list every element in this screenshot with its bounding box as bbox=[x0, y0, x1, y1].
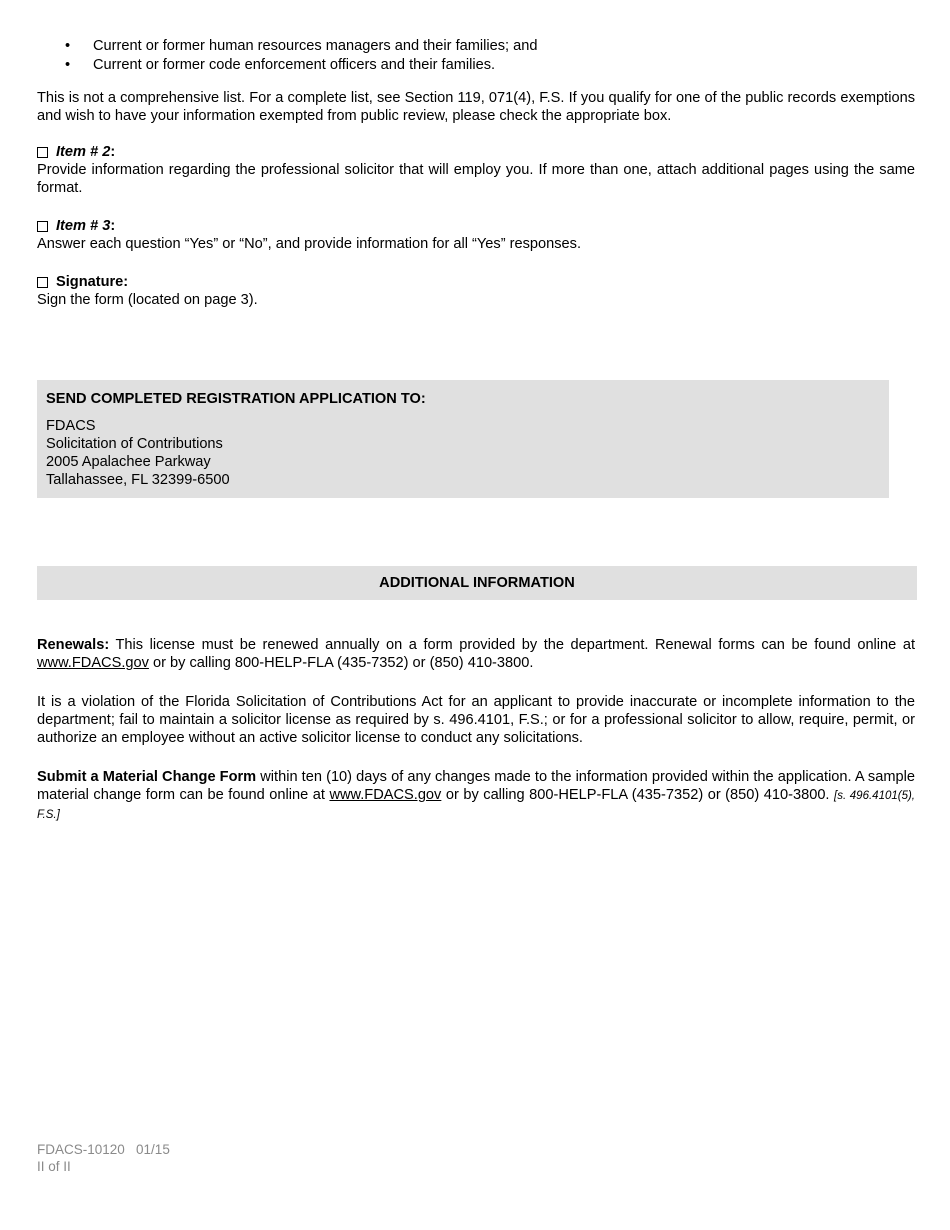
checkbox-icon[interactable] bbox=[37, 277, 48, 288]
exemption-bullet-list bbox=[37, 37, 915, 75]
item-label: Signature: bbox=[56, 274, 129, 290]
item-label: Item # 2 bbox=[56, 144, 111, 160]
statute-citation: [s. 496.4101(5), F.S.] bbox=[37, 790, 916, 821]
checkbox-icon[interactable] bbox=[37, 221, 48, 232]
form-id: FDACS-10120 01/15 bbox=[37, 1142, 170, 1157]
additional-info-header: ADDITIONAL INFORMATION bbox=[37, 566, 917, 600]
item-description: Sign the form (located on page 3). bbox=[37, 292, 258, 308]
address-line: Tallahassee, FL 32399-6500 bbox=[46, 472, 230, 488]
page-footer bbox=[37, 1141, 170, 1175]
list-item: • Current or former code enforcement officers and their families. bbox=[37, 56, 915, 75]
list-item: • Current or former human resources managers and their families; and bbox=[37, 37, 915, 56]
checklist-item-3 bbox=[37, 217, 915, 253]
exemption-note: This is not a comprehensive list. For a complete list, see Section 119, 071(4), F.S. If you qualify for one of the public records exemptions and wish to have your information exempted from public review, please check the appropriate box. bbox=[37, 90, 915, 124]
checklist-signature bbox=[37, 273, 915, 309]
checklist-item-2 bbox=[37, 143, 915, 197]
send-title: SEND COMPLETED REGISTRATION APPLICATION TO: bbox=[46, 391, 426, 407]
renewals-paragraph bbox=[37, 636, 915, 672]
address-line: 2005 Apalachee Parkway bbox=[46, 454, 211, 470]
item-colon: : bbox=[110, 144, 116, 160]
renewals-text: or by calling 800-HELP-FLA (435-7352) or (850) 410-3800. bbox=[148, 655, 534, 671]
item-label: Item # 3 bbox=[56, 218, 111, 234]
material-change-paragraph bbox=[37, 768, 915, 824]
form-page bbox=[37, 37, 915, 824]
fdacs-link[interactable]: www.FDACS.gov bbox=[37, 655, 149, 671]
checkbox-icon[interactable] bbox=[37, 147, 48, 158]
item-colon: : bbox=[110, 218, 116, 234]
item-description: Answer each question “Yes” or “No”, and provide information for all “Yes” responses. bbox=[37, 236, 582, 252]
renewals-label: Renewals: bbox=[37, 637, 110, 653]
renewals-text: This license must be renewed annually on a form provided by the department. Renewal forms can be found online at bbox=[109, 637, 915, 653]
violation-paragraph: It is a violation of the Florida Solicitation of Contributions Act for an applicant to provide inaccurate or incomplete information to the department; fail to maintain a solicitor license as required by s. 496.4101, F.S.; or for a professional solicitor to allow, require, permit, or authorize an employee without an active solicitor license to conduct any solicitations. bbox=[37, 694, 915, 746]
fdacs-link[interactable]: www.FDACS.gov bbox=[329, 787, 442, 803]
material-change-label: Submit a Material Change Form bbox=[37, 769, 257, 785]
page-number: II of II bbox=[37, 1159, 71, 1174]
material-change-text: or by calling 800-HELP-FLA (435-7352) or (850) 410-3800. bbox=[441, 787, 834, 803]
send-to-box bbox=[37, 380, 889, 498]
address-line: FDACS bbox=[46, 418, 96, 434]
address-line: Solicitation of Contributions bbox=[46, 436, 223, 452]
material-change-text: within ten (10) days of any changes made to the information provided within the application. A sample material change form can be found online at bbox=[37, 769, 915, 803]
item-description: Provide information regarding the professional solicitor that will employ you. If more than one, attach additional pages using the same format. bbox=[37, 162, 915, 196]
